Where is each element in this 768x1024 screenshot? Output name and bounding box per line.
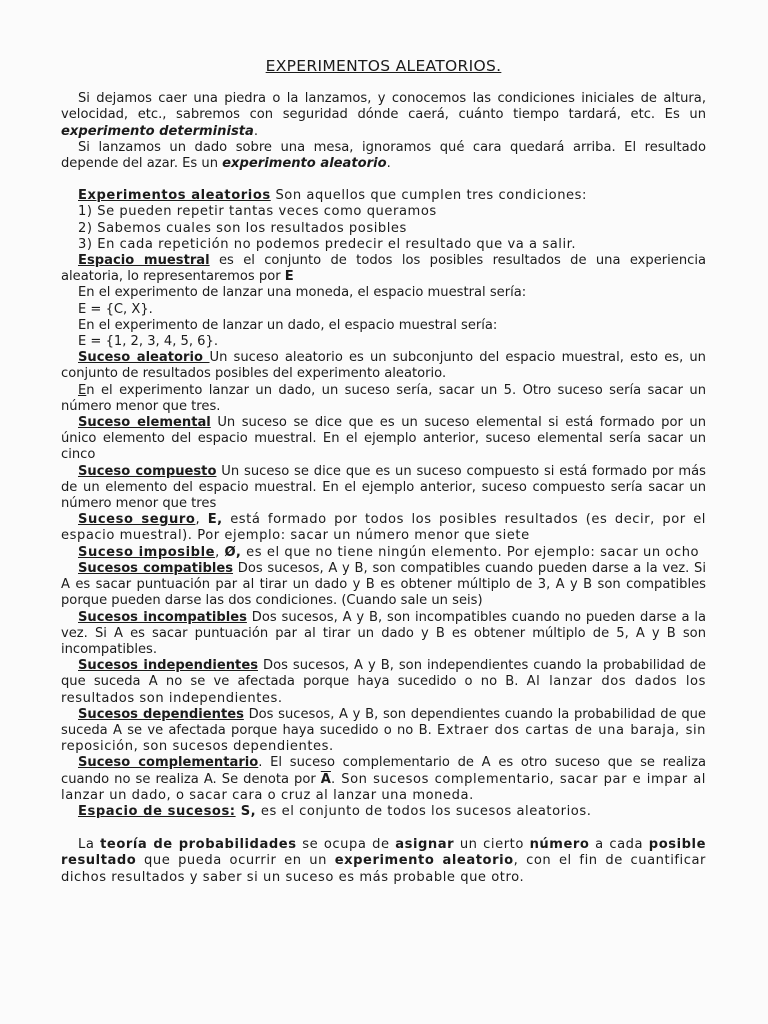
text: . [386,156,391,172]
label-experimentos-aleatorios: Experimentos aleatorios [78,188,271,204]
text: asignar [395,837,455,853]
text: está formado por todos los posibles resultados (es decir, por el espacio muestral). Por ejemplo: sacar un número menor que siete [61,512,706,544]
text: Dos sucesos, A y B, son compatibles cuando pueden darse a la vez. Si A es sacar puntuación par al tirar un dado y B es obtener múltiplo de 3, A y B son compatibles porque pueden darse las dos condiciones. (Cuando sale un seis) [61,560,706,609]
text: es el conjunto de todos los posibles resultados de una experiencia aleatoria, lo representaremos por [61,253,707,285]
text: posible resultado [61,837,707,869]
paragraph-espacio-muestral [61,253,706,285]
text: se ocupa de [296,837,396,853]
text: teoría de probabilidades [100,837,297,853]
text: . Son sucesos complementario, sacar par e impar al lanzar un dado, o sacar cara o cruz al lanzar una moneda. [61,771,706,803]
term-determinista: experimento determinista [61,123,254,139]
paragraph-aleatorio [61,140,706,172]
line-dado: En el experimento de lanzar un dado, el espacio muestral sería: [78,317,498,333]
label-espacio-muestral: Espacio muestral [78,253,210,269]
label-sucesos-independientes: Sucesos independientes [78,658,258,674]
condition-item: 2) Sabemos cuales son los resultados posibles [78,220,407,236]
label-suceso-compuesto: Suceso compuesto [78,463,217,479]
paragraph-sucesos-dependientes [61,707,706,756]
text: que pueda ocurrir en un [136,853,335,869]
text: un cierto [454,837,530,853]
text: Extraer dos cartas de una baraja, sin reposición, son sucesos dependientes. [61,722,706,755]
text: Dos sucesos, A y B, son independientes cuando la probabilidad de que suceda A no se ve afectada porque haya sucedido o no B. [61,658,706,690]
text: Si dejamos caer una piedra o la lanzamos, y conocemos las condiciones iniciales de altura, velocidad, etc., sabremos con seguridad dónde caerá, cuánto tiempo tardará, etc. Es un [61,91,706,123]
text: , [195,512,208,528]
symbol-a-bar: $\overline{A}$ [320,771,331,787]
symbol-empty-set: Ø, [224,544,242,560]
paragraph-sucesos-compatibles [61,561,706,610]
text: a cada [589,837,649,853]
condition-item: 3) En cada repetición no podemos predecir el resultado que va a salir. [78,236,577,252]
text: n el experimento lanzar un dado, un suceso sería, sacar un 5. Otro suceso sería sacar un número menor que tres. [61,382,706,414]
paragraph-espacio-sucesos [61,804,706,820]
document-title: EXPERIMENTOS ALEATORIOS. [265,57,502,75]
label-suceso-elemental: Suceso elemental [78,415,211,431]
text: Al lanzar dos dados los resultados son independientes. [61,674,706,706]
paragraph-suceso-elemental [61,415,706,464]
symbol-s: S, [235,803,257,819]
label-suceso-imposible: Suceso imposible [78,544,216,560]
term-aleatorio: experimento aleatorio [222,156,387,172]
paragraph-determinista [61,91,706,140]
text: La [78,837,101,853]
paragraph-suceso-compuesto [61,464,706,513]
paragraph-suceso-ejemplo [61,383,706,415]
conditions-list [61,204,706,253]
text: es el que no tiene ningún elemento. Por ejemplo: sacar un ocho [241,544,700,560]
condition-item: 1) Se pueden repetir tantas veces como queramos [78,204,437,220]
paragraph-experimentos-aleatorios [61,188,706,204]
text: Dos sucesos, A y B, son incompatibles cuando no pueden darse a la vez. Si A es sacar puntuación par al tirar un dado y B es obtener múltiplo de 5, A y B son incompatibles. [61,609,706,657]
paragraph-suceso-aleatorio [61,350,706,382]
text: experimento aleatorio [334,853,514,869]
text: Un suceso se dice que es un suceso elemental si está formado por un único elemento del espacio muestral. En el ejemplo anterior, suceso elemental sería sacar un cinco [61,415,707,463]
paragraph-sucesos-independientes [61,658,706,707]
text: Un suceso se dice que es un suceso compuesto si está formado por más de un elemento del espacio muestral. En el ejemplo anterior, suceso compuesto sería sacar un número menor que tres [61,463,706,512]
paragraph-sucesos-incompatibles [61,610,706,659]
paragraph-suceso-complementario [61,755,706,804]
label-sucesos-compatibles: Sucesos compatibles [78,560,234,576]
text: es el conjunto de todos los sucesos aleatorios. [256,803,592,819]
text: Si lanzamos un dado sobre una mesa, ignoramos qué cara quedará arriba. El resultado depende del azar. Es un [61,139,706,172]
text: . [253,123,259,139]
label-suceso-aleatorio: Suceso aleatorio [78,350,210,366]
symbol-e: E, [207,512,223,528]
text: , [215,544,225,560]
text: Son aquellos que cumplen tres condiciones: [270,188,587,204]
label-espacio-sucesos: Espacio de sucesos: [78,803,236,819]
paragraph-suceso-imposible [61,545,706,561]
text: . El suceso complementario de A es otro suceso que se realiza cuando no se realiza A. Se denota por [61,755,706,787]
label-suceso-complementario: Suceso complementario [78,755,259,771]
label-suceso-seguro: Suceso seguro [78,512,196,528]
text: número [529,837,590,853]
text: Dos sucesos, A y B, son dependientes cuando la probabilidad de que suceda A se ve afectada porque haya sucedido o no B. [61,706,706,738]
text: E [78,382,87,398]
text: Un suceso aleatorio es un subconjunto del espacio muestral, esto es, un conjunto de resultados posibles del experimento aleatorio. [61,350,706,382]
label-sucesos-incompatibles: Sucesos incompatibles [78,609,247,625]
set-moneda: E = {C, X}. [78,301,153,317]
text: , con el fin de cuantificar dichos resultados y saber si un suceso es más probable que otro. [61,853,706,885]
paragraph-conclusion [61,837,706,886]
line-moneda: En el experimento de lanzar una moneda, el espacio muestral sería: [78,285,527,301]
symbol-e: E [284,269,294,285]
label-sucesos-dependientes: Sucesos dependientes [78,706,244,722]
set-dado: E = {1, 2, 3, 4, 5, 6}. [78,334,218,350]
paragraph-suceso-seguro [61,512,706,544]
